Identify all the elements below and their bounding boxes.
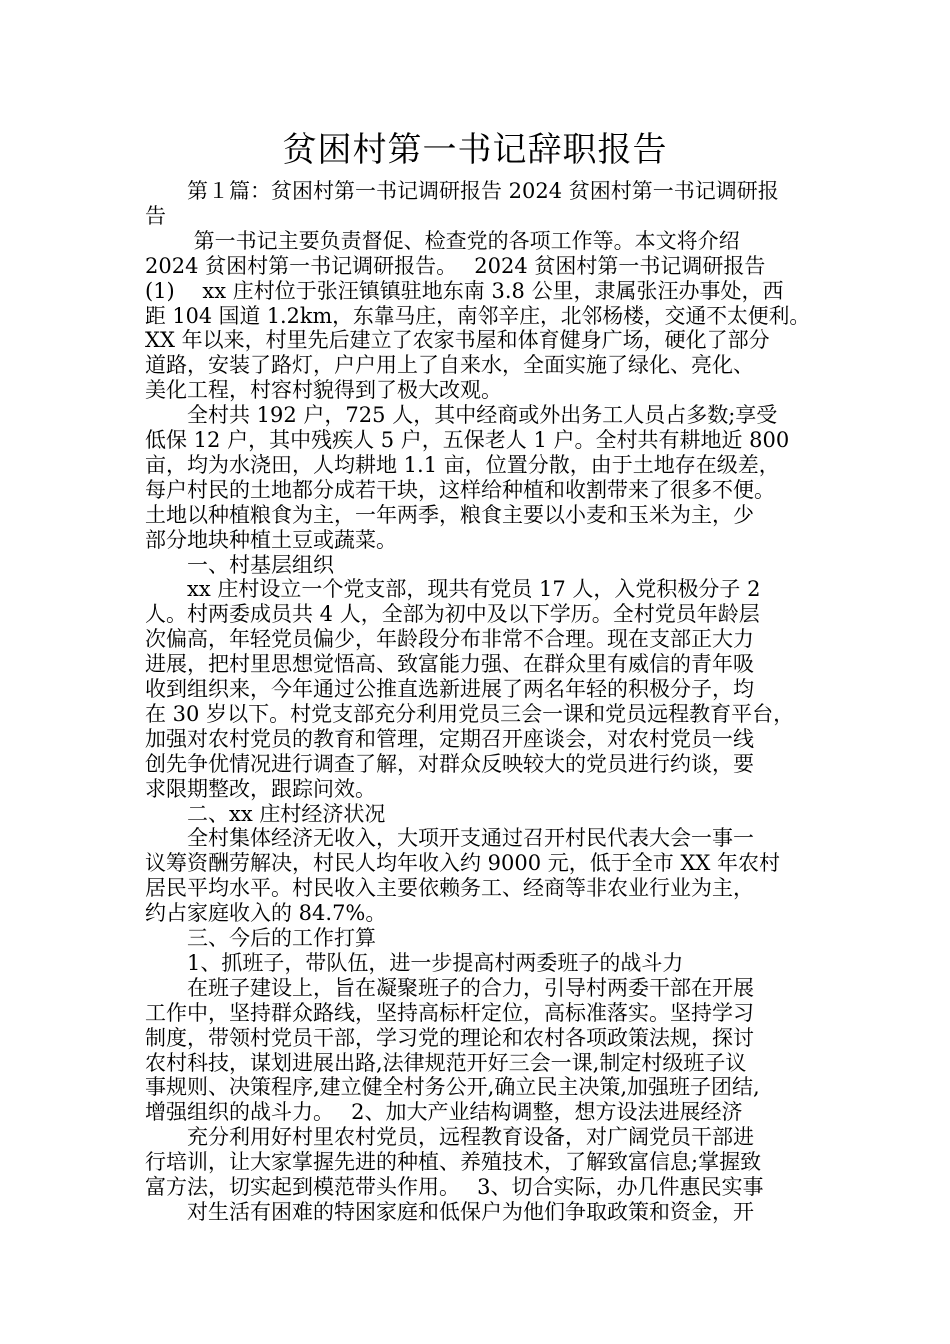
body-text-line: 约占家庭收入的 84.7%。: [145, 901, 387, 925]
body-text-line: 告: [145, 204, 166, 228]
body-text-line: 低保 12 户，其中残疾人 5 户，五保老人 1 户。全村共有耕地近 800: [145, 428, 790, 452]
body-text-line: 农村科技，谋划进展出路,法律规范开好三会一课,制定村级班子议: [145, 1051, 747, 1075]
body-text-line: 充分利用好村里农村党员，远程教育设备，对广阔党员干部进: [145, 1125, 754, 1149]
body-text-line: 行培训，让大家掌握先进的种植、养殖技术，了解致富信息;掌握致: [145, 1150, 762, 1174]
body-text-line: 一、村基层组织: [145, 553, 334, 577]
body-text-line: 增强组织的战斗力。 2、加大产业结构调整，想方设法进展经济: [145, 1100, 743, 1124]
body-text-line: 事规则、决策程序,建立健全村务公开,确立民主决策,加强班子团结,: [145, 1075, 760, 1099]
body-text-line: 创先争优情况进行调查了解，对群众反映较大的党员进行约谈，要: [145, 752, 754, 776]
body-text-line: 2024 贫困村第一书记调研报告。 2024 贫困村第一书记调研报告: [145, 254, 766, 278]
body-text-line: 收到组织来，今年通过公推直选新进展了两名年轻的积极分子，均: [145, 677, 754, 701]
body-text-line: 富方法，切实起到模范带头作用。 3、切合实际，办几件惠民实事: [145, 1175, 764, 1199]
body-text-line: 人。村两委成员共 4 人，全部为初中及以下学历。全村党员年龄层: [145, 602, 760, 626]
body-text-line: 二、xx 庄村经济状况: [145, 802, 386, 826]
body-text-line: 求限期整改，跟踪问效。: [145, 777, 376, 801]
body-text-line: 土地以种植粮食为主，一年两季，粮食主要以小麦和玉米为主，少: [145, 503, 754, 527]
body-text-line: 进展，把村里思想觉悟高、致富能力强、在群众里有威信的青年吸: [145, 652, 754, 676]
body-text-line: 议筹资酬劳解决，村民人均年收入约 9000 元，低于全市 XX 年农村: [145, 851, 781, 875]
body-text-line: XX 年以来，村里先后建立了农家书屋和体育健身广场，硬化了部分: [145, 328, 770, 352]
body-text-line: 对生活有困难的特困家庭和低保户为他们争取政策和资金，开: [145, 1200, 754, 1224]
body-text-line: xx 庄村设立一个党支部，现共有党员 17 人，入党积极分子 2: [145, 577, 761, 601]
body-text-line: 加强对农村党员的教育和管理，定期召开座谈会，对农村党员一线: [145, 727, 754, 751]
body-text-line: 全村共 192 户，725 人，其中经商或外出务工人员占多数;享受: [145, 403, 778, 427]
body-text-line: 1、抓班子，带队伍，进一步提高村两委班子的战斗力: [145, 951, 684, 975]
body-text-line: 全村集体经济无收入，大项开支通过召开村民代表大会一事一: [145, 826, 754, 850]
document-title: 贫困村第一书记辞职报告: [282, 130, 668, 170]
body-text-line: 美化工程，村容村貌得到了极大改观。: [145, 378, 502, 402]
body-text-line: (1) xx 庄村位于张汪镇镇驻地东南 3.8 公里，隶属张汪办事处，西: [145, 279, 784, 303]
body-text-line: 三、今后的工作打算: [145, 926, 376, 950]
body-text-line: 每户村民的土地都分成若干块，这样给种植和收割带来了很多不便。: [145, 478, 775, 502]
body-text-line: 工作中，坚持群众路线，坚持高标杆定位，高标准落实。坚持学习: [145, 1001, 754, 1025]
body-text-line: 在 30 岁以下。村党支部充分利用党员三会一课和党员远程教育平台，: [145, 702, 795, 726]
body-text-line: 部分地块种植土豆或蔬菜。: [145, 528, 397, 552]
body-text-line: 道路，安装了路灯，户户用上了自来水，全面实施了绿化、亮化、: [145, 353, 754, 377]
body-text-line: 亩，均为水浇田，人均耕地 1.1 亩，位置分散，由于土地存在级差，: [145, 453, 780, 477]
body-text-line: 制度，带领村党员干部，学习党的理论和农村各项政策法规，探讨: [145, 1026, 754, 1050]
body-text-line: 次偏高，年轻党员偏少，年龄段分布非常不合理。现在支部正大力: [145, 627, 754, 651]
body-text-line: 居民平均水平。村民收入主要依赖务工、经商等非农业行业为主，: [145, 876, 754, 900]
body-text-line: 第１篇：贫困村第一书记调研报告 2024 贫困村第一书记调研报: [145, 179, 779, 203]
body-text-line: 在班子建设上，旨在凝聚班子的合力，引导村两委干部在开展: [145, 976, 754, 1000]
body-text-line: 第一书记主要负责督促、检查党的各项工作等。本文将介绍: [145, 229, 740, 253]
body-text-line: 距 104 国道 1.2km，东靠马庄，南邻辛庄，北邻杨楼，交通不太便利。: [145, 304, 811, 328]
